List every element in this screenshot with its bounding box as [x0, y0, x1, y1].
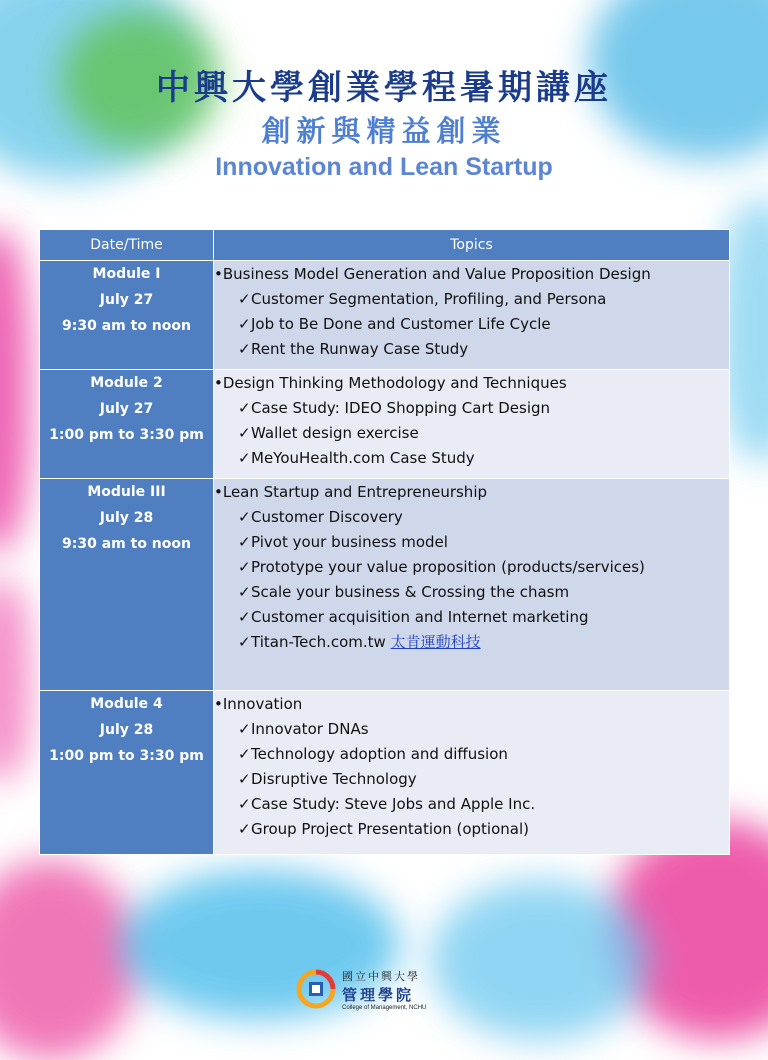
topic-sub: ✓MeYouHealth.com Case Study	[214, 446, 729, 471]
topic-main: •Business Model Generation and Value Proposition Design	[214, 265, 651, 283]
check-icon: ✓	[238, 608, 251, 626]
topic-sub: ✓Pivot your business model	[214, 530, 729, 555]
college-logo	[296, 966, 426, 1012]
check-icon: ✓	[238, 449, 251, 467]
check-icon: ✓	[238, 720, 251, 738]
module-time: 9:30 am to noon	[62, 536, 191, 552]
topic-sub: ✓Prototype your value proposition (products/services)	[214, 555, 729, 580]
topic-sub: ✓Innovator DNAs	[214, 717, 729, 742]
check-icon: ✓	[238, 558, 251, 576]
topic-sub: ✓Job to Be Done and Customer Life Cycle	[214, 312, 729, 337]
module-date: July 27	[99, 401, 154, 417]
check-icon: ✓	[238, 290, 251, 308]
check-icon: ✓	[238, 820, 251, 838]
check-icon: ✓	[238, 633, 251, 651]
column-header-topics: Topics	[214, 230, 730, 261]
topics-cell	[214, 370, 730, 479]
college-emblem-icon	[296, 969, 336, 1009]
module-time: 9:30 am to noon	[62, 318, 191, 334]
module-date: July 28	[99, 510, 154, 526]
poster-header	[0, 66, 768, 182]
watercolor-splash	[0, 860, 140, 1060]
module-cell	[40, 479, 214, 691]
check-icon: ✓	[238, 340, 251, 358]
topic-sub: ✓Technology adoption and diffusion	[214, 742, 729, 767]
check-icon: ✓	[238, 508, 251, 526]
module-time: 1:00 pm to 3:30 pm	[49, 748, 204, 764]
watercolor-splash	[0, 580, 30, 780]
topics-cell	[214, 691, 730, 855]
topic-sub: ✓Case Study: Steve Jobs and Apple Inc.	[214, 792, 729, 817]
title-chinese: 中興大學創業學程暑期講座	[156, 68, 612, 108]
module-cell	[40, 370, 214, 479]
topic-sub: ✓Scale your business & Crossing the chasm	[214, 580, 729, 605]
logo-university: 國立中興大學	[342, 969, 420, 983]
subtitle-english: Innovation and Lean Startup	[215, 153, 553, 181]
topic-sub: ✓Wallet design exercise	[214, 421, 729, 446]
module-date: July 28	[99, 722, 154, 738]
topic-main: •Lean Startup and Entrepreneurship	[214, 483, 488, 501]
topics-cell	[214, 479, 730, 691]
topic-sub: ✓Titan-Tech.com.tw 太肯運動科技	[214, 630, 729, 655]
watercolor-splash	[430, 880, 650, 1040]
topic-sub: ✓Disruptive Technology	[214, 767, 729, 792]
check-icon: ✓	[238, 399, 251, 417]
module-time: 1:00 pm to 3:30 pm	[49, 427, 204, 443]
titan-tech-link[interactable]: 太肯運動科技	[390, 633, 481, 651]
topic-sub: ✓Case Study: IDEO Shopping Cart Design	[214, 396, 729, 421]
table-row	[40, 261, 730, 370]
topic-sub: ✓Customer acquisition and Internet marketing	[214, 605, 729, 630]
column-header-datetime: Date/Time	[40, 230, 214, 261]
check-icon: ✓	[238, 315, 251, 333]
topic-sub: ✓Rent the Runway Case Study	[214, 337, 729, 362]
topic-main: •Innovation	[214, 695, 303, 713]
topic-sub: ✓Group Project Presentation (optional)	[214, 817, 729, 842]
schedule-table	[39, 229, 730, 855]
module-name: Module I	[92, 266, 161, 282]
check-icon: ✓	[238, 583, 251, 601]
topic-main: •Design Thinking Methodology and Techniques	[214, 374, 567, 392]
check-icon: ✓	[238, 745, 251, 763]
logo-college: 管理學院	[342, 985, 415, 1004]
table-row	[40, 691, 730, 855]
check-icon: ✓	[238, 795, 251, 813]
watercolor-splash	[0, 230, 30, 550]
topics-cell	[214, 261, 730, 370]
logo-college-en: College of Management, NCHU	[342, 1004, 427, 1011]
module-cell	[40, 261, 214, 370]
table-row	[40, 370, 730, 479]
table-row	[40, 479, 730, 691]
check-icon: ✓	[238, 533, 251, 551]
module-date: July 27	[99, 292, 154, 308]
check-icon: ✓	[238, 770, 251, 788]
check-icon: ✓	[238, 424, 251, 442]
module-name: Module 2	[90, 375, 163, 391]
module-cell	[40, 691, 214, 855]
subtitle-chinese: 創新與精益創業	[261, 114, 507, 148]
topic-sub: ✓Customer Discovery	[214, 505, 729, 530]
module-name: Module III	[87, 484, 166, 500]
table-header-row	[40, 230, 730, 261]
module-name: Module 4	[90, 696, 163, 712]
topic-sub: ✓Customer Segmentation, Profiling, and Persona	[214, 287, 729, 312]
